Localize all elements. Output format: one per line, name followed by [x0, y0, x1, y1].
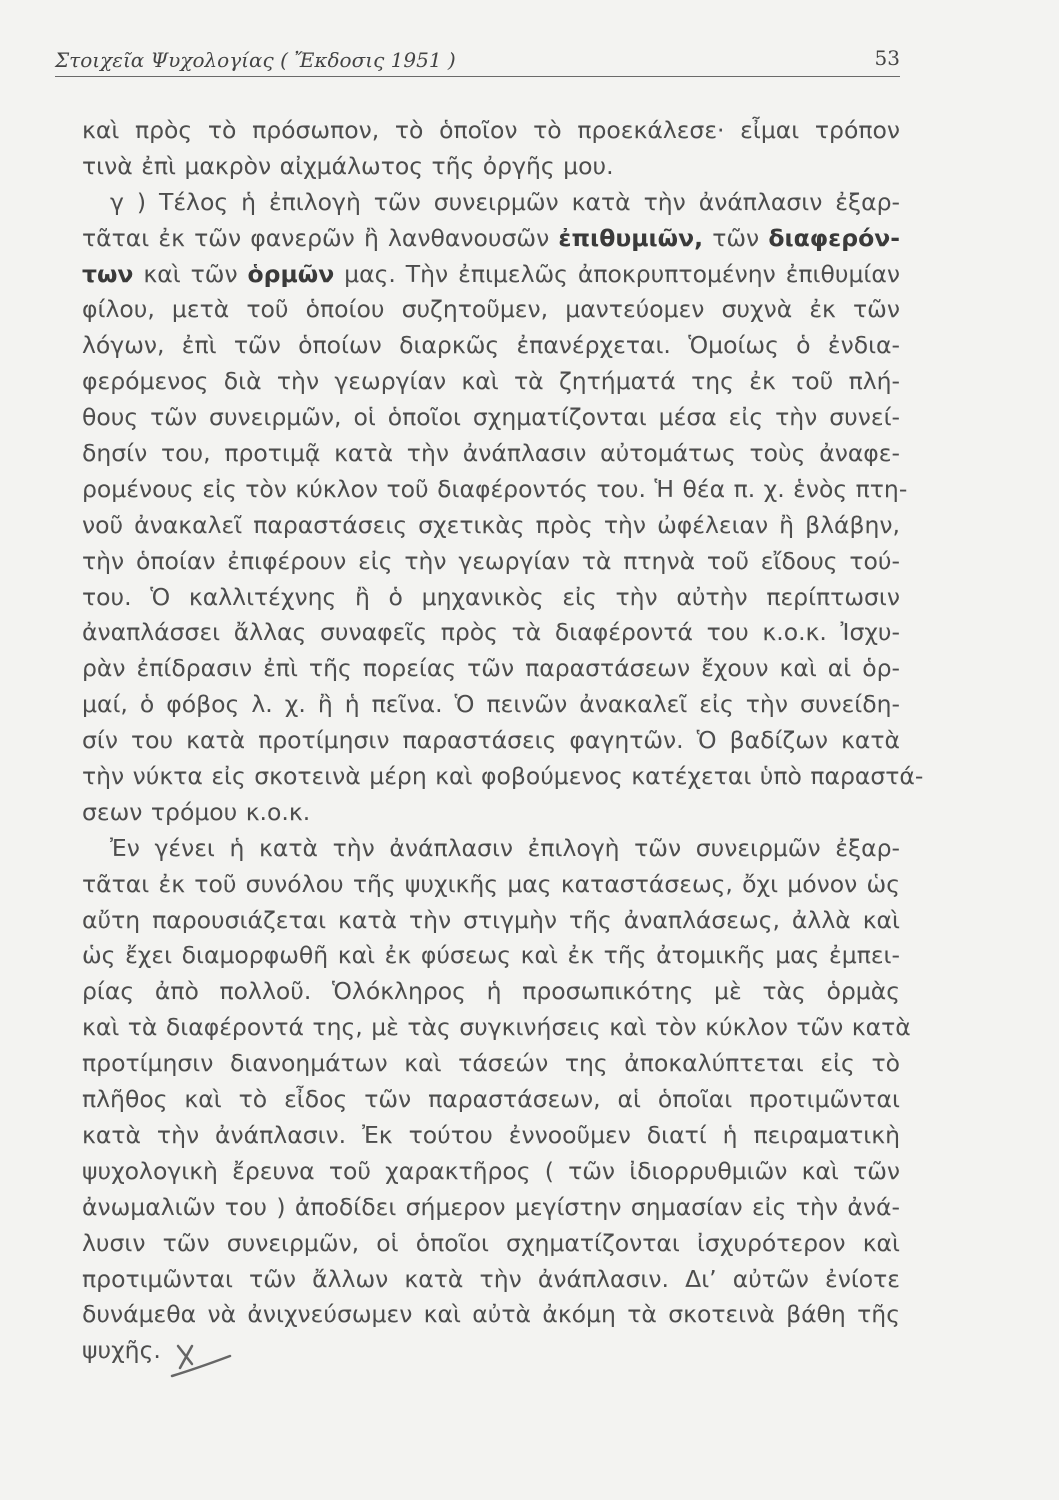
- text-line: τᾶται ἐκ τοῦ συνόλου τῆς ψυχικῆς μας καταστάσεως, ὄχι μόνον ὡς: [82, 869, 900, 898]
- text-line: Ἐν γένει ἡ κατὰ τὴν ἀνάπλασιν ἐπιλογὴ τῶν συνειρμῶν ἐξαρ-: [110, 833, 900, 862]
- text-line: ρὰν ἐπίδρασιν ἐπὶ τῆς πορείας τῶν παραστάσεων ἔχουν καὶ αἱ ὁρ-: [82, 654, 900, 683]
- text-line: ρομένους εἰς τὸν κύκλον τοῦ διαφέροντός του. Ἡ θέα π. χ. ἑνὸς πτη-: [82, 474, 908, 503]
- text-line: προτιμῶνται τῶν ἄλλων κατὰ τὴν ἀνάπλασιν. Δι’ αὐτῶν ἐνίοτε: [82, 1264, 900, 1293]
- text-line: καὶ τὰ διαφέροντά της, μὲ τὰς συγκινήσεις καὶ τὸν κύκλον τῶν κατὰ: [82, 1013, 911, 1042]
- text-line: τὴν ὁποίαν ἐπιφέρουν εἰς τὴν γεωργίαν τὰ πτηνὰ τοῦ εἴδους τού-: [82, 546, 900, 575]
- text-line: λόγων, ἐπὶ τῶν ὁποίων διαρκῶς ἐπανέρχεται. Ὁμοίως ὁ ἐνδια-: [82, 331, 900, 360]
- text-line: ψυχῆς.: [82, 1336, 161, 1365]
- text-line: τὴν νύκτα εἰς σκοτεινὰ μέρη καὶ φοβούμενος κατέχεται ὑπὸ παραστά-: [82, 762, 924, 791]
- text-line: αὔτη παρουσιάζεται κατὰ τὴν στιγμὴν τῆς ἀναπλάσεως, ἀλλὰ καὶ: [82, 905, 900, 934]
- text-line: ρίας ἀπὸ πολλοῦ. Ὁλόκληρος ἡ προσωπικότης μὲ τὰς ὁρμὰς: [82, 977, 900, 1006]
- text-line: ψυχολογικὴ ἔρευνα τοῦ χαρακτῆρος ( τῶν ἰδιορρυθμιῶν καὶ τῶν: [82, 1156, 900, 1185]
- text-line: του. Ὁ καλλιτέχνης ἢ ὁ μηχανικὸς εἰς τὴν αὐτὴν περίπτωσιν: [82, 582, 900, 611]
- text-line: προτίμησιν διανοημάτων καὶ τάσεών της ἀποκαλύπτεται εἰς τὸ: [82, 1049, 900, 1078]
- page-number: 53: [874, 46, 900, 70]
- text-line: ἀναπλάσσει ἄλλας συναφεῖς πρὸς τὰ διαφέροντά του κ.ο.κ. Ἰσχυ-: [82, 618, 900, 647]
- running-title: Στοιχεῖα Ψυχολογίας ( Ἔκδοσις 1951 ): [55, 48, 456, 72]
- text-segment: καὶ τῶν: [133, 259, 248, 288]
- bold-term: ὁρμῶν: [247, 259, 335, 288]
- text-line: φίλου, μετὰ τοῦ ὁποίου συζητοῦμεν, μαντεύομεν συχνὰ ἐκ τῶν: [82, 295, 900, 324]
- handwritten-end-mark: [168, 1338, 238, 1378]
- body-text: [82, 112, 924, 1368]
- bold-term: ἐπιθυμιῶν,: [558, 223, 704, 252]
- text-line: ὡς ἔχει διαμορφωθῆ καὶ ἐκ φύσεως καὶ ἐκ τῆς ἀτομικῆς μας ἐμπει-: [82, 941, 900, 970]
- text-line: σεων τρόμου κ.ο.κ.: [82, 797, 311, 826]
- text-line: δησίν του, προτιμᾷ κατὰ τὴν ἀνάπλασιν αὐτομάτως τοὺς ἀναφε-: [82, 439, 900, 468]
- text-segment: τῶν: [703, 223, 769, 252]
- bold-term: των: [82, 259, 134, 288]
- text-line: λυσιν τῶν συνειρμῶν, οἱ ὁποῖοι σχηματίζονται ἰσχυρότερον καὶ: [82, 1228, 900, 1257]
- text-line: θους τῶν συνειρμῶν, οἱ ὁποῖοι σχηματίζονται μέσα εἰς τὴν συνεί-: [82, 403, 900, 432]
- text-line: δυνάμεθα νὰ ἀνιχνεύσωμεν καὶ αὐτὰ ἀκόμη τὰ σκοτεινὰ βάθη τῆς: [82, 1300, 900, 1329]
- bold-term: διαφερόν-: [768, 223, 900, 252]
- text-line: φερόμενος διὰ τὴν γεωργίαν καὶ τὰ ζητήματά της ἐκ τοῦ πλή-: [82, 367, 900, 396]
- running-header: [55, 44, 900, 77]
- text-line: μαί, ὁ φόβος λ. χ. ἢ ἡ πεῖνα. Ὁ πεινῶν ἀνακαλεῖ εἰς τὴν συνείδη-: [82, 690, 900, 719]
- text-line: σίν του κατὰ προτίμησιν παραστάσεις φαγητῶν. Ὁ βαδίζων κατὰ: [82, 726, 900, 755]
- text-segment: τᾶται ἐκ τῶν φανερῶν ἢ λανθανουσῶν: [82, 223, 559, 252]
- text-line: τινὰ ἐπὶ μακρὸν αἰχμάλωτος τῆς ὀργῆς μου.: [82, 151, 614, 180]
- text-line: νοῦ ἀνακαλεῖ παραστάσεις σχετικὰς πρὸς τὴν ὠφέλειαν ἢ βλάβην,: [82, 510, 900, 539]
- text-line: ἀνωμαλιῶν του ) ἀποδίδει σήμερον μεγίστην σημασίαν εἰς τὴν ἀνά-: [82, 1192, 900, 1221]
- text-segment: μας. Τὴν ἐπιμελῶς ἀποκρυπτομένην ἐπιθυμίαν: [334, 259, 900, 288]
- text-line: γ ) Τέλος ἡ ἐπιλογὴ τῶν συνειρμῶν κατὰ τὴν ἀνάπλασιν ἐξαρ-: [110, 187, 900, 216]
- text-line: πλῆθος καὶ τὸ εἶδος τῶν παραστάσεων, αἱ ὁποῖαι προτιμῶνται: [82, 1085, 900, 1114]
- text-line: [82, 220, 900, 256]
- text-line: καὶ πρὸς τὸ πρόσωπον, τὸ ὁποῖον τὸ προεκάλεσε· εἶμαι τρόπον: [82, 116, 900, 144]
- text-line: [82, 256, 900, 292]
- text-line: κατὰ τὴν ἀνάπλασιν. Ἐκ τούτου ἐννοοῦμεν διατί ἡ πειραματικὴ: [82, 1120, 900, 1149]
